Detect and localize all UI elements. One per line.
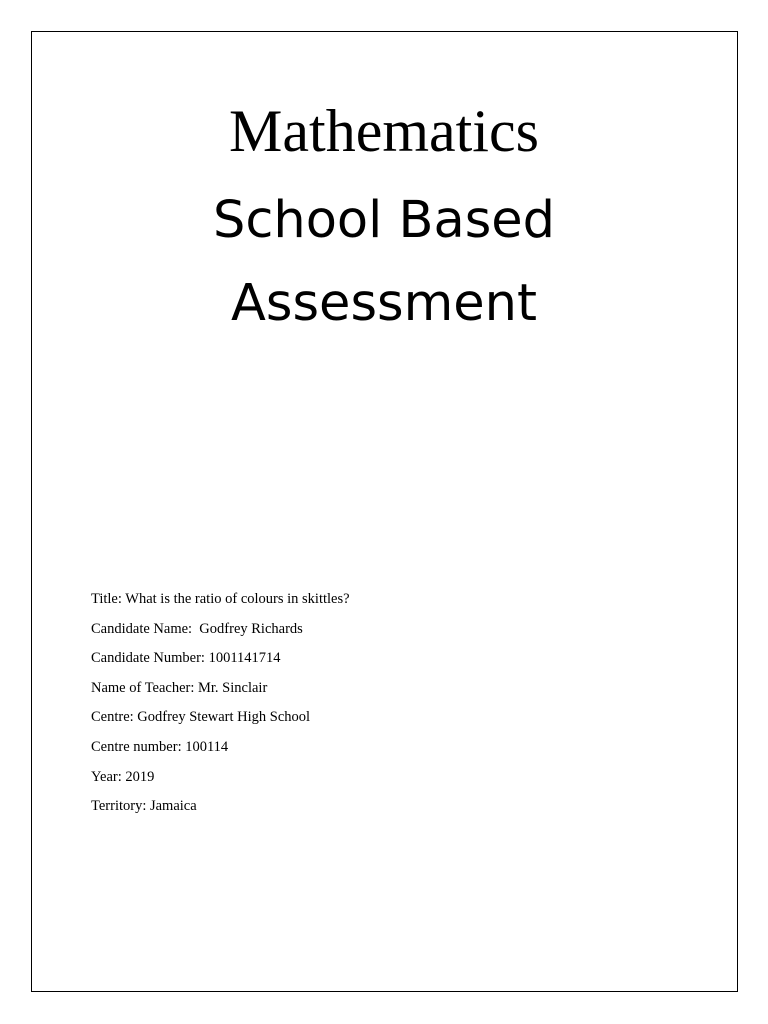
project-title: Title: What is the ratio of colours in skittles? bbox=[91, 591, 350, 607]
heading-line-assessment: Assessment bbox=[231, 274, 537, 333]
page-border bbox=[31, 31, 738, 992]
heading-line-school-based: School Based bbox=[212, 191, 556, 250]
candidate-number: Candidate Number: 1001141714 bbox=[91, 650, 281, 667]
exam-year: Year: 2019 bbox=[91, 768, 155, 785]
candidate-details bbox=[91, 589, 350, 826]
territory: Territory: Jamaica bbox=[91, 798, 197, 815]
centre-number: Centre number: 100114 bbox=[91, 738, 229, 755]
centre-name: Centre: Godfrey Stewart High School bbox=[91, 709, 311, 726]
candidate-name: Candidate Name: Godfrey Richards bbox=[91, 620, 303, 637]
subject-title: Mathematics bbox=[229, 98, 539, 164]
teacher-name: Name of Teacher: Mr. Sinclair bbox=[91, 679, 268, 696]
